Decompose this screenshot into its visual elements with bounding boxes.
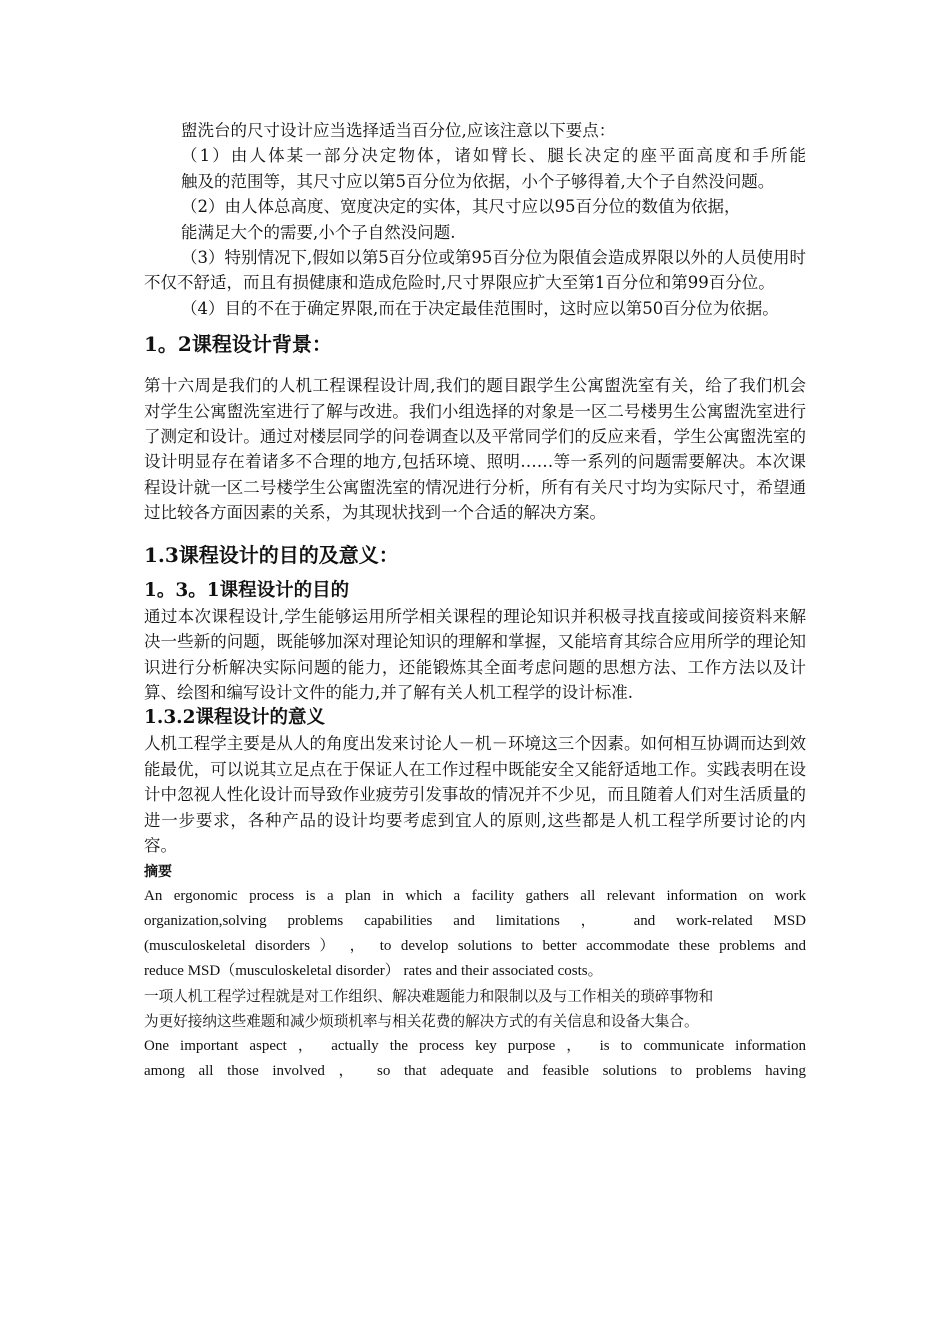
abstract-en-line: One important aspect ， actually the process key purpose ， is to communicate information [144, 1038, 806, 1055]
section-1-3-2-body: 人机工程学主要是从人的角度出发来讨论人－机－环境这三个因素。如何相互协调而达到效能最优，可以说其立足点在于保证人在工作过程中既能安全又能舒适地工作。实践表明在设计中忽视人性化设计而导致作业疲劳引发事故的情况并不少见，而且随着人们对生活质量的进一步要求，各种产品的设计均要考虑到宜人的原则,这些都是人机工程学所要讨论的内容。 [144, 734, 806, 855]
section-1-2-body: 第十六周是我们的人机工程课程设计周,我们的题目跟学生公寓盥洗室有关，给了我们机会对学生公寓盥洗室进行了解与改进。我们小组选择的对象是一区二号楼男生公寓盥洗室进行了测定和设计。通过对楼层同学的问卷调查以及平常同学们的反应来看，学生公寓盥洗室的设计明显存在着诸多不合理的地方,包括环境、照明……等一系列的问题需要解决。本次课程设计就一区二号楼学生公寓盥洗室的情况进行分析，所有有关尺寸均为实际尺寸，希望通过比较各方面因素的关系，为其现状找到一个合适的解决方案。 [144, 376, 806, 523]
intro-lead: 盥洗台的尺寸设计应当选择适当百分位,应该注意以下要点： [181, 121, 616, 140]
section-1-2-heading: 1。2课程设计背景： [144, 332, 332, 357]
intro-point-4: （4）目的不在于确定界限,而在于决定最佳范围时，这时应以第50百分位为依据。 [181, 298, 779, 318]
intro-point-2-line-1: （2）由人体总高度、宽度决定的实体，其尺寸应以95百分位的数值为依据， [181, 197, 741, 217]
section-1-3-2-heading: 1.3.2课程设计的意义 [144, 707, 325, 729]
abstract-en-line: reduce MSD（musculoskeletal disorder） rates and their associated costs。 [144, 963, 603, 980]
abstract-cn-line: 为更好接纳这些难题和减少烦琐机率与相关花费的解决方式的有关信息和设备大集合。 [144, 1013, 699, 1031]
section-1-3-1-body: 通过本次课程设计,学生能够运用所学相关课程的理论知识并积极寻找直接或间接资料来解决一些新的问题，既能够加深对理论知识的理解和掌握，又能培育其综合应用所学的理论知识进行分析解决实际问题的能力，还能锻炼其全面考虑问题的思想方法、工作方法以及计算、绘图和编写设计文件的能力,并了解有关人机工程学的设计标准. [144, 606, 806, 702]
abstract-en-line: among all those involved ， so that adequate and feasible solutions to problems having [144, 1063, 806, 1080]
abstract-en-line: An ergonomic process is a plan in which a facility gathers all relevant information on work [144, 888, 806, 905]
intro-point-3: （3）特别情况下,假如以第5百分位或第95百分位为限值会造成界限以外的人员使用时不仅不舒适，而且有损健康和造成危险时,尺寸界限应扩大至第1百分位和第99百分位。 [144, 248, 806, 293]
abstract-cn-line: 一项人机工程学过程就是对工作组织、解决难题能力和限制以及与工作相关的琐碎事物和 [144, 988, 714, 1006]
intro-point-1-line-1: （1）由人体某一部分决定物体，诸如臂长、腿长决定的座平面高度和手所能 [181, 146, 806, 166]
section-1-3-1-heading: 1。3。1课程设计的目的 [144, 579, 350, 601]
abstract-en-line: (musculoskeletal disorders ） ， to develop solutions to better accommodate these problems and [144, 938, 806, 955]
abstract-en-line: organization,solving problems capabilities and limitations ， and work-related MSD [144, 913, 806, 930]
intro-point-1-line-2: 触及的范围等，其尺寸应以第5百分位为依据，小个子够得着,大个子自然没问题。 [181, 171, 775, 191]
intro-point-2-line-2: 能满足大个的需要,小个子自然没问题. [181, 222, 456, 242]
section-1-3-heading: 1.3课程设计的目的及意义： [144, 542, 399, 567]
document-page [144, 118, 806, 1084]
abstract-heading: 摘要 [144, 864, 172, 881]
